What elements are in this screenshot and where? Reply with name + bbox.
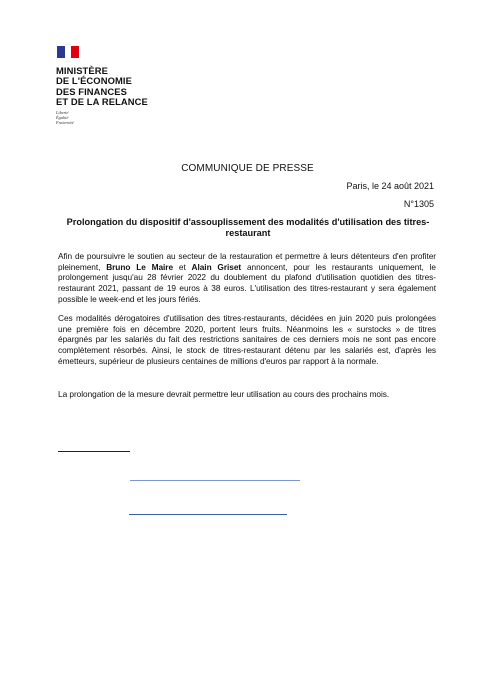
ministry-line: DES FINANCES: [56, 85, 127, 97]
paragraph-1: [58, 251, 436, 305]
motto-line: Liberté: [56, 109, 69, 115]
link-underline[interactable]: [129, 514, 287, 515]
motto-line: Égalité: [56, 114, 69, 120]
ministry-logo: [56, 44, 148, 125]
motto-line: Fraternité: [56, 119, 74, 125]
minister-name: Bruno Le Maire: [106, 261, 174, 272]
ministry-line: DE L'ÉCONOMIE: [56, 75, 132, 87]
paragraph-1-text: annoncent, pour les restaurants uniquement, le prolongement jusqu'au 28 février 2022 du doublement du plafond d'utilisation quotidien des titres-restaurant 2021, passant de 19 euros à 38 euros. L'utilisation des titres-restaurant y sera également possible le week-end et les jours fériés.: [58, 261, 436, 304]
minister-name: Alain Griset: [191, 261, 242, 272]
headline: Prolongation du dispositif d'assouplissement des modalités d'utilisation des titres-restaurant: [66, 217, 430, 238]
paragraph-3: La prolongation de la mesure devrait permettre leur utilisation au cours des prochains mois.: [58, 389, 390, 399]
ministry-name: [56, 66, 148, 108]
release-date: Paris, le 24 août 2021: [346, 181, 434, 191]
ministry-line: MINISTÈRE: [56, 65, 108, 76]
release-number: N°1305: [403, 199, 434, 209]
paragraph-1-text: Afin de poursuivre le soutien au secteur de la restauration et permettre à leurs détenteurs d'en profiter pleinement,: [58, 251, 436, 272]
paragraph-2: Ces modalités dérogatoires d'utilisation des titres-restaurants, décidées en juin 2020 puis prolongées une première fois en décembre 2020, portent leurs fruits. Néanmoins les « surstocks » de titres épargnés par les salariés du fait des restrictions sanitaires de ces derniers mois ne sont pas encore complètement résorbés. Ainsi, le stock de titres-restaurant détenu par les salariés est, d'après les émetteurs, supérieur de plusieurs centaines de millions d'euros par rapport à la normale.: [58, 313, 436, 366]
document-title: COMMUNIQUE DE PRESSE: [181, 163, 314, 174]
ministry-line: ET DE LA RELANCE: [56, 96, 148, 108]
footnote-separator: [58, 451, 130, 452]
link-underline[interactable]: [130, 480, 300, 481]
paragraph-1-conjunction: et: [173, 261, 192, 272]
republic-motto: [56, 110, 148, 125]
french-flag-icon: [57, 44, 79, 60]
